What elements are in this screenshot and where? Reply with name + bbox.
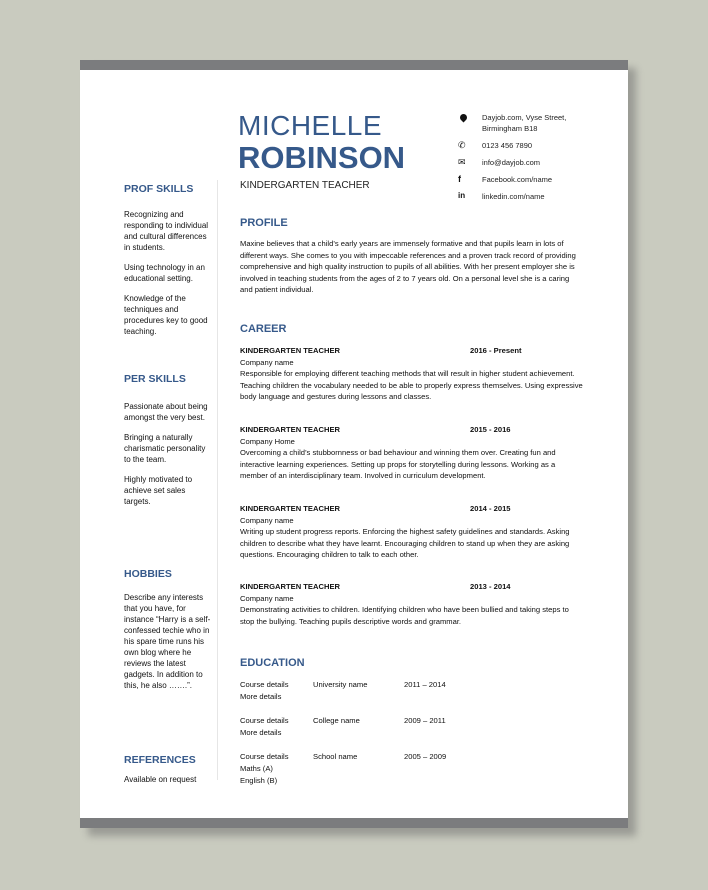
education-years: 2011 – 2014: [404, 680, 446, 689]
job-entry-years: 2013 - 2014: [470, 582, 511, 591]
email-link[interactable]: info@dayjob.com: [482, 158, 541, 167]
list-item: Passionate about being amongst the very best.: [124, 402, 208, 422]
facebook-link[interactable]: Facebook.com/name: [482, 175, 553, 184]
candidate-name: [238, 112, 405, 173]
education-years: 2009 – 2011: [404, 716, 446, 725]
job-entry-title: KINDERGARTEN TEACHER: [240, 425, 340, 434]
per-skills-heading: PER SKILLS: [124, 373, 186, 385]
course-line: Course details: [240, 716, 289, 725]
job-entry-title: KINDERGARTEN TEACHER: [240, 346, 340, 355]
job-title: KINDERGARTEN TEACHER: [240, 180, 370, 191]
list-item: Recognizing and responding to individual and cultural differences in students.: [124, 210, 209, 252]
resume-page: [80, 60, 628, 828]
career-heading: CAREER: [240, 323, 287, 335]
career-entry: [240, 581, 585, 627]
list-item: Bringing a naturally charismatic personality to the team.: [124, 433, 206, 464]
facebook-icon: f: [458, 174, 461, 184]
phone-icon: ✆: [458, 140, 466, 150]
job-entry-title: KINDERGARTEN TEACHER: [240, 504, 340, 513]
education-years: 2005 – 2009: [404, 752, 447, 761]
career-entry: [240, 503, 585, 561]
course-line: Course details: [240, 680, 289, 689]
column-divider: [217, 180, 218, 780]
contact-address: [458, 112, 566, 134]
hobbies-paragraph: Describe any interests that you have, for instance “Harry is a self-confessed techie who in his spare time runs his own blog where he reviews the latest gadgets. In addition to this, he also …….”.: [124, 593, 211, 690]
per-skills-list: [124, 401, 214, 516]
course-line: More details: [240, 728, 282, 737]
map-pin-icon: [458, 112, 482, 123]
first-name: MICHELLE: [238, 110, 383, 141]
course-line: More details: [240, 692, 282, 701]
course-line: Maths (A): [240, 764, 273, 773]
contact-facebook: [458, 174, 566, 185]
job-entry-company: Company Home: [240, 436, 295, 446]
linkedin-icon: in: [458, 191, 466, 200]
contact-block: [458, 112, 566, 208]
job-entry-years: 2015 - 2016: [470, 425, 511, 434]
contact-phone: [458, 140, 566, 151]
linkedin-link[interactable]: linkedin.com/name: [482, 192, 545, 201]
education-course: [240, 679, 320, 703]
top-bar: [80, 60, 628, 70]
profile-text: Maxine believes that a child’s early years are immensely formative and that pupils learn in lots of different ways. She comes to you with impeccable references and a proven track record of providing comprehensive and high quality instruction to pupils of all abilities. With her present employer she is involved in teaching students from the ages of 2 to 7 years old. On a personal level she is a caring and patient individual.: [240, 239, 576, 294]
references-paragraph: Available on request: [124, 775, 197, 784]
job-entry-years: 2014 - 2015: [470, 504, 511, 513]
job-entry-company: Company name: [240, 357, 294, 367]
profile-heading: PROFILE: [240, 217, 288, 229]
references-heading: REFERENCES: [124, 754, 196, 766]
references-text: [124, 774, 214, 794]
address-line2: Birmingham B18: [482, 124, 538, 133]
job-entry-description: Responsible for employing different teaching methods that will result in higher student achievement. Teaching children the vocabulary needed to be able to properly express themselves. Using expressive body language and gestures during lessons and classes.: [240, 369, 583, 401]
email-icon: ✉: [458, 157, 466, 167]
career-entry: [240, 345, 585, 403]
education-institution: University name: [313, 680, 368, 689]
job-entry-title: KINDERGARTEN TEACHER: [240, 582, 340, 591]
job-entry-description: Demonstrating activities to children. Identifying children who have been bullied and taking steps to stop the bullying. Teaching pupils descriptive words and grammar.: [240, 605, 569, 626]
phone-number: 0123 456 7890: [482, 141, 533, 150]
last-name: ROBINSON: [238, 140, 406, 175]
education-institution: School name: [313, 752, 358, 761]
list-item: Using technology in an educational setting.: [124, 263, 205, 283]
list-item: Highly motivated to achieve set sales targets.: [124, 475, 193, 506]
contact-linkedin: [458, 191, 566, 202]
job-entry-description: Overcoming a child’s stubbornness or bad behaviour and winning them over. Creating fun and interactive learning experiences. Setting up props for storytelling during lessons. Working as a member of an interdisciplinary team. Involved in curriculum development.: [240, 448, 556, 480]
course-line: English (B): [240, 776, 278, 785]
course-line: Course details: [240, 752, 289, 761]
education-institution: College name: [313, 716, 360, 725]
education-heading: EDUCATION: [240, 657, 305, 669]
hobbies-text: [124, 592, 214, 700]
job-entry-description: Writing up student progress reports. Enforcing the highest safety guidelines and standards. Asking children to describe what they have learnt. Encouraging children to stand up when they are asking questions. Encouraging children to talk to each other.: [240, 527, 570, 559]
address-line1: Dayjob.com, Vyse Street,: [482, 113, 567, 122]
contact-email: [458, 157, 566, 168]
job-entry-years: 2016 - Present: [470, 346, 522, 355]
education-course: [240, 751, 320, 787]
job-entry-company: Company name: [240, 593, 294, 603]
job-entry-company: Company name: [240, 515, 294, 525]
career-entry: [240, 424, 585, 482]
list-item: Knowledge of the techniques and procedures key to good teaching.: [124, 294, 208, 336]
prof-skills-heading: PROF SKILLS: [124, 183, 194, 195]
education-course: [240, 715, 320, 739]
bottom-bar: [80, 818, 628, 828]
hobbies-heading: HOBBIES: [124, 568, 172, 580]
prof-skills-list: [124, 209, 214, 346]
